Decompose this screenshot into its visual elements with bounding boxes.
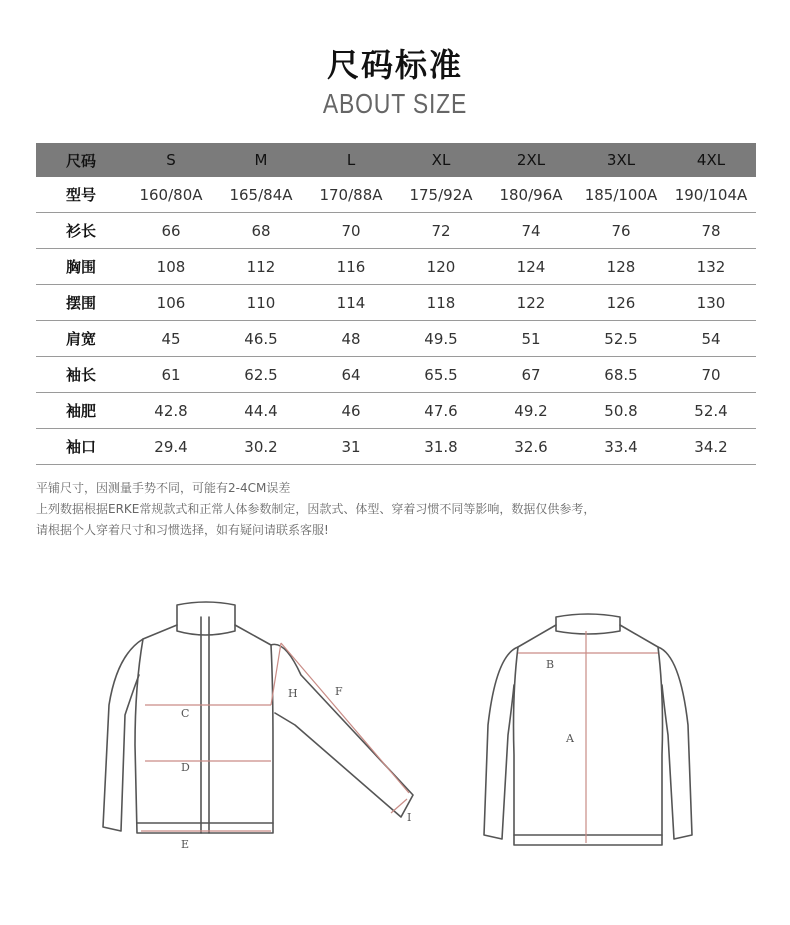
table-cell: 76 [576,213,666,249]
table-cell: 120 [396,249,486,285]
table-cell: 74 [486,213,576,249]
table-cell: 44.4 [216,393,306,429]
label-d: D [181,761,190,774]
table-cell: 61 [126,357,216,393]
table-cell: 122 [486,285,576,321]
collar-outline [177,602,235,635]
table-cell: 112 [216,249,306,285]
table-cell: 62.5 [216,357,306,393]
table-cell: 65.5 [396,357,486,393]
table-cell: 51 [486,321,576,357]
note-line: 请根据个人穿着尺寸和习惯选择，如有疑问请联系客服! [36,523,329,537]
table-cell: 34.2 [666,429,756,465]
note-line: 上列数据根据ERKE常规款式和正常人体参数制定，因款式、体型、穿着习惯不同等影响，数据仅供参考， [36,502,596,516]
table-cell: 33.4 [576,429,666,465]
table-cell: 70 [306,213,396,249]
jacket-back-diagram [478,595,703,855]
label-b: B [546,658,555,671]
table-cell: 126 [576,285,666,321]
header-cell: 3XL [576,143,666,177]
size-notes [36,478,595,541]
table-cell: 47.6 [396,393,486,429]
table-row [36,357,756,393]
table-cell: 49.2 [486,393,576,429]
table-cell: 124 [486,249,576,285]
label-e: E [181,838,190,851]
table-cell: 68.5 [576,357,666,393]
table-cell: 180/96A [486,177,576,213]
table-cell: 170/88A [306,177,396,213]
row-label-cell: 摆围 [36,285,126,321]
table-cell: 67 [486,357,576,393]
table-row [36,321,756,357]
table-cell: 72 [396,213,486,249]
header-cell: XL [396,143,486,177]
table-cell: 49.5 [396,321,486,357]
header-cell: 2XL [486,143,576,177]
table-cell: 175/92A [396,177,486,213]
table-row [36,213,756,249]
table-row [36,285,756,321]
jacket-front-diagram [95,595,425,855]
table-cell: 31 [306,429,396,465]
table-cell: 29.4 [126,429,216,465]
right-sleeve-outline [271,644,413,817]
label-i: I [407,811,412,824]
table-cell: 48 [306,321,396,357]
table-row [36,393,756,429]
header-cell: 4XL [666,143,756,177]
row-label-cell: 肩宽 [36,321,126,357]
table-cell: 46 [306,393,396,429]
row-label-cell: 袖口 [36,429,126,465]
table-cell: 68 [216,213,306,249]
table-cell: 106 [126,285,216,321]
table-cell: 185/100A [576,177,666,213]
table-cell: 32.6 [486,429,576,465]
table-cell: 46.5 [216,321,306,357]
row-label-cell: 袖长 [36,357,126,393]
note-line: 平铺尺寸，因测量手势不同，可能有2-4CM误差 [36,481,291,495]
table-cell: 108 [126,249,216,285]
header-cell: L [306,143,396,177]
table-cell: 50.8 [576,393,666,429]
table-cell: 31.8 [396,429,486,465]
table-row [36,429,756,465]
body-outline [135,625,273,833]
row-label-cell: 袖肥 [36,393,126,429]
collar-outline [556,614,620,634]
table-cell: 45 [126,321,216,357]
page-title: 尺码标准 [326,46,463,84]
table-cell: 165/84A [216,177,306,213]
body-outline [514,625,663,845]
label-h: H [288,687,298,700]
table-row [36,249,756,285]
table-cell: 128 [576,249,666,285]
table-cell: 132 [666,249,756,285]
table-cell: 70 [666,357,756,393]
table-cell: 78 [666,213,756,249]
table-cell: 66 [126,213,216,249]
table-cell: 54 [666,321,756,357]
table-cell: 64 [306,357,396,393]
measure-sleeve-length [281,643,409,793]
table-cell: 52.5 [576,321,666,357]
table-cell: 42.8 [126,393,216,429]
table-cell: 118 [396,285,486,321]
row-label-cell: 型号 [36,177,126,213]
table-cell: 30.2 [216,429,306,465]
table-cell: 130 [666,285,756,321]
size-table [36,143,756,465]
label-c: C [181,707,190,720]
table-row [36,177,756,213]
label-a: A [566,732,574,745]
table-cell: 190/104A [666,177,756,213]
header-cell: M [216,143,306,177]
header-cell: 尺码 [36,143,126,177]
header-cell: S [126,143,216,177]
table-cell: 52.4 [666,393,756,429]
label-f: F [335,685,343,698]
table-cell: 110 [216,285,306,321]
page-subtitle: ABOUT SIZE [322,88,468,119]
table-cell: 160/80A [126,177,216,213]
table-cell: 114 [306,285,396,321]
table-header-row [36,143,756,177]
row-label-cell: 衫长 [36,213,126,249]
table-cell: 116 [306,249,396,285]
row-label-cell: 胸围 [36,249,126,285]
